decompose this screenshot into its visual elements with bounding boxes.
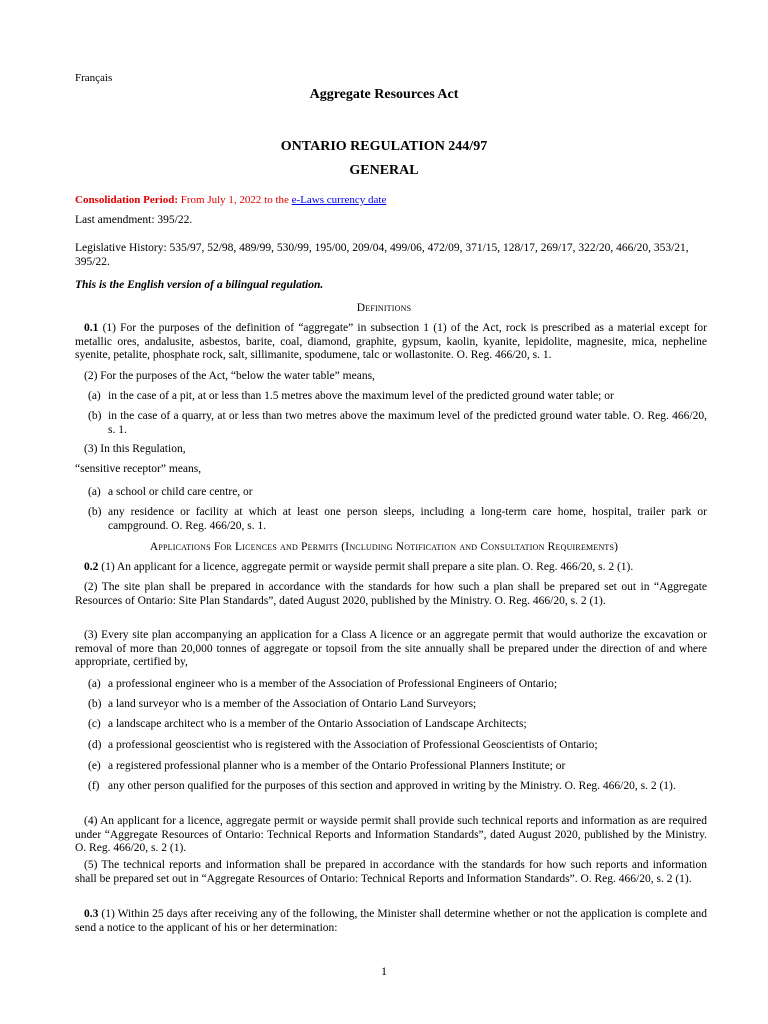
section-0-1-2: (2) For the purposes of the Act, “below the water table” means, — [84, 370, 375, 382]
regulation-subtitle: GENERAL — [349, 163, 419, 178]
clause-marker: (a) — [88, 678, 101, 690]
section-0-2-1 — [75, 561, 707, 575]
heading-applications: Applications For Licences and Permits (Including Notification and Consultation Requirements) — [149, 541, 619, 553]
section-number: 0.1 — [84, 322, 99, 334]
clause-text: any other person qualified for the purposes of this section and approved in writing by the Ministry. O. Reg. 466/20, s. 2 (1). — [108, 780, 676, 792]
elaws-currency-link[interactable]: e-Laws currency date — [291, 194, 387, 206]
section-0-1-1 — [75, 322, 707, 363]
language-link-french[interactable]: Français — [75, 72, 113, 84]
page-number: 1 — [381, 964, 387, 978]
section-text: (1) Within 25 days after receiving any of the following, the Minister shall determine whether or not the application is complete and send a notice to the applicant of his or her determination: — [75, 908, 707, 934]
section-text: (1) An applicant for a licence, aggregate permit or wayside permit shall prepare a site plan. O. Reg. 466/20, s. 2 (1). — [98, 561, 634, 573]
section-number: 0.2 — [84, 561, 99, 573]
section-0-3-1 — [75, 908, 707, 935]
clause-text: a landscape architect who is a member of the Ontario Association of Landscape Architects; — [108, 718, 527, 730]
clause-text: a professional engineer who is a member of the Association of Professional Engineers of Ontario; — [108, 678, 558, 690]
clause-marker: (b) — [88, 698, 102, 710]
clause-text: any residence or facility at which at least one person sleeps, including a long-term care home, hospital, trailer park or campground. O. Reg. 466/20, s. 1. — [108, 506, 707, 532]
clause-marker: (b) — [88, 410, 102, 422]
clause-text: in the case of a quarry, at or less than two metres above the maximum level of the predicted ground water table. O. Reg. 466/20, s. 1. — [108, 410, 707, 436]
heading-definitions: Definitions — [356, 302, 412, 314]
clause-marker: (f) — [88, 780, 100, 792]
consolidation-period — [75, 194, 386, 206]
last-amendment: Last amendment: 395/22. — [75, 214, 193, 226]
clause-marker: (b) — [88, 506, 102, 518]
section-0-1-3: (3) In this Regulation, — [84, 443, 186, 455]
clause-marker: (a) — [88, 390, 101, 402]
clause-text: a registered professional planner who is a member of the Ontario Professional Planners Institute; or — [108, 760, 566, 772]
clause-marker: (e) — [88, 760, 101, 772]
section-number: 0.3 — [84, 908, 99, 920]
clause-text: in the case of a pit, at or less than 1.5 metres above the maximum level of the predicted ground water table; or — [108, 390, 614, 402]
clause-marker: (d) — [88, 739, 102, 751]
section-0-2-5: (5) The technical reports and information shall be prepared in accordance with the standards for how such reports and information shall be prepared set out in “Aggregate Resources of Ontario: Technical Reports and Information Standards”. O. Reg. 466/20, s. 2 (1). — [75, 859, 707, 885]
consolidation-period-text: From July 1, 2022 to the — [180, 194, 289, 206]
definition-sensitive-receptor: “sensitive receptor” means, — [75, 463, 202, 475]
consolidation-label: Consolidation Period: — [75, 194, 178, 206]
clause-text: a professional geoscientist who is registered with the Association of Professional Geoscientists of Ontario; — [108, 739, 598, 751]
clause-marker: (a) — [88, 486, 101, 498]
section-0-2-3: (3) Every site plan accompanying an application for a Class A licence or an aggregate permit that would authorize the excavation or removal of more than 20,000 tonnes of aggregate or topsoil from the site annually shall be prepared under the direction of and where appropriate, certified by, — [75, 629, 707, 668]
act-title: Aggregate Resources Act — [309, 87, 459, 102]
clause-text: a land surveyor who is a member of the Association of Ontario Land Surveyors; — [108, 698, 477, 710]
regulation-title: ONTARIO REGULATION 244/97 — [280, 139, 488, 154]
bilingual-note: This is the English version of a bilingual regulation. — [75, 279, 324, 291]
clause-text: a school or child care centre, or — [108, 486, 253, 498]
section-0-2-4: (4) An applicant for a licence, aggregate permit or wayside permit shall provide such technical reports and information as are required under “Aggregate Resources of Ontario: Technical Reports and Information Standards”, dated August 2020, published by the Ministry. O. Reg. 466/20, s. 2 (1). — [75, 815, 707, 854]
section-0-2-2: (2) The site plan shall be prepared in accordance with the standards for how such a plan shall be prepared set out in “Aggregate Resources of Ontario: Site Plan Standards”, dated August 2020, published by the Ministry. O. Reg. 466/20, s. 2 (1). — [75, 581, 707, 607]
clause-marker: (c) — [88, 718, 101, 730]
legislative-history: Legislative History: 535/97, 52/98, 489/99, 530/99, 195/00, 209/04, 499/06, 472/09, 371/15, 128/17, 269/17, 322/20, 466/20, 353/21, 395/22. — [75, 242, 689, 268]
section-text: (1) For the purposes of the definition of “aggregate” in subsection 1 (1) of the Act, rock is prescribed as a material except for metallic ores, andalusite, asbestos, barite, coal, diamond, graphite, gypsum, kaolin, kyanite, lepidolite, magnesite, mica, nepheline syenite, petalite, phosphate rock, salt, sillimanite, spodumene, talc or wollastonite. O. Reg. 466/20, s. 1. — [75, 322, 707, 361]
